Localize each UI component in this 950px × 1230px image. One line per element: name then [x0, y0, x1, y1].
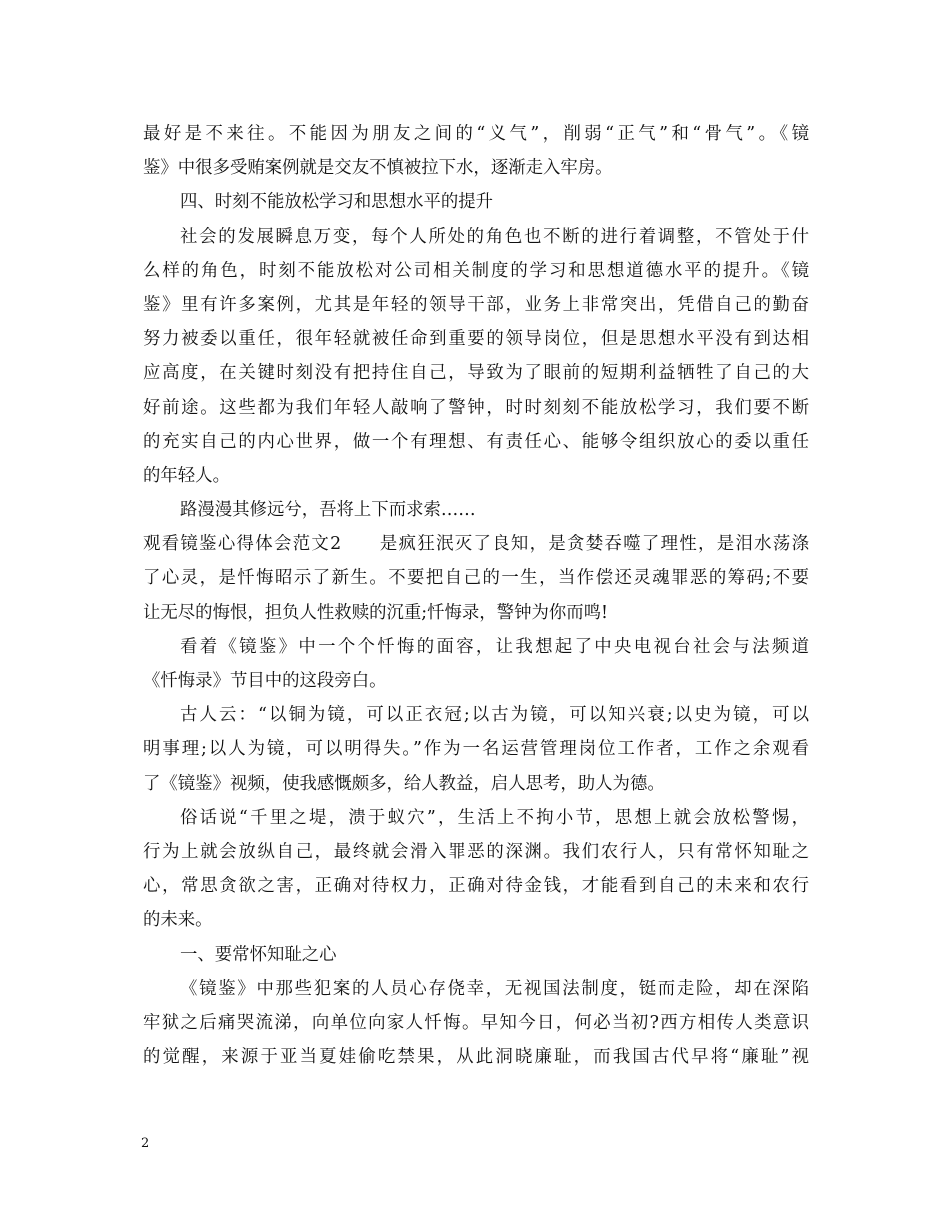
text-line: 一、要常怀知耻之心 [180, 944, 337, 965]
text-line: 了心灵，是忏悔昭示了新生。不要把自己的一生，当作偿还灵魂罪恶的筹码;不要 [143, 568, 809, 589]
text-line: 社会的发展瞬息万变，每个人所处的角色也不断的进行着调整，不管处于什 [180, 226, 809, 247]
text-line: 路漫漫其修远兮，吾将上下而求索…… [180, 500, 476, 521]
text-line: 行为上就会放纵自己，最终就会滑入罪恶的深渊。我们农行人，只有常怀知耻之 [143, 841, 809, 862]
text-line: 最好是不来往。不能因为朋友之间的“义气”，削弱“正气”和“骨气”。《镜 [143, 124, 809, 144]
text-line: 古人云：“以铜为镜，可以正衣冠;以古为镜，可以知兴衰;以史为镜，可以 [180, 705, 809, 726]
text-line: 努力被委以重任，很年轻就被任命到重要的领导岗位，但是思想水平没有到达相 [143, 329, 809, 350]
text-line: 牢狱之后痛哭流涕，向单位向家人忏悔。早知今日，何必当初?西方相传人类意识 [143, 1012, 809, 1033]
text-line: 《忏悔录》节目中的这段旁白。 [143, 671, 387, 691]
text-line: 的觉醒，来源于亚当夏娃偷吃禁果，从此洞晓廉耻，而我国古代早将“廉耻”视 [143, 1047, 809, 1068]
text-line: 好前途。这些都为我们年轻人敲响了警钟，时时刻刻不能放松学习，我们要不断 [143, 397, 809, 418]
text-line: 俗话说“千里之堤，溃于蚁穴”，生活上不拘小节，思想上就会放松警惕， [180, 807, 809, 828]
text-line: 鉴》中很多受贿案例就是交友不慎被拉下水，逐渐走入牢房。 [143, 158, 613, 179]
text-line: 了《镜鉴》视频，使我感慨颇多，给人教益，启人思考，助人为德。 [143, 773, 665, 794]
text-line: 《镜鉴》中那些犯案的人员心存侥幸，无视国法制度，铤而走险，却在深陷 [180, 978, 809, 999]
text-line: 让无尽的悔恨，担负人性救赎的沉重;忏悔录，警钟为你而鸣! [143, 602, 609, 623]
text-line: 心，常思贪欲之害，正确对待权力，正确对待金钱，才能看到自己的未来和农行 [143, 876, 809, 897]
text-line: 的年轻人。 [143, 465, 230, 486]
text-line: 应高度，在关键时刻没有把持住自己，导致为了眼前的短期利益牺牲了自己的大 [143, 363, 809, 384]
text-line: 么样的角色，时刻不能放松对公司相关制度的学习和思想道德水平的提升。《镜 [143, 260, 809, 281]
text-line: 明事理;以人为镜，可以明得失。”作为一名运营管理岗位工作者，工作之余观看 [143, 739, 809, 760]
text-line: 的未来。 [143, 910, 213, 931]
document-body [143, 117, 809, 1074]
text-line: 的充实自己的内心世界，做一个有理想、有责任心、能够令组织放心的委以重任 [143, 431, 809, 452]
text-line: 鉴》里有许多案例，尤其是年轻的领导干部，业务上非常突出，凭借自己的勤奋 [143, 294, 809, 315]
text-line: 看着《镜鉴》中一个个忏悔的面容，让我想起了中央电视台社会与法频道 [180, 636, 809, 657]
page-number: 2 [141, 1136, 150, 1151]
text-line: 观看镜鉴心得体会范文2 是疯狂泯灭了良知，是贪婪吞噬了理性，是泪水荡涤 [143, 534, 809, 555]
text-line: 四、时刻不能放松学习和思想水平的提升 [180, 192, 494, 213]
